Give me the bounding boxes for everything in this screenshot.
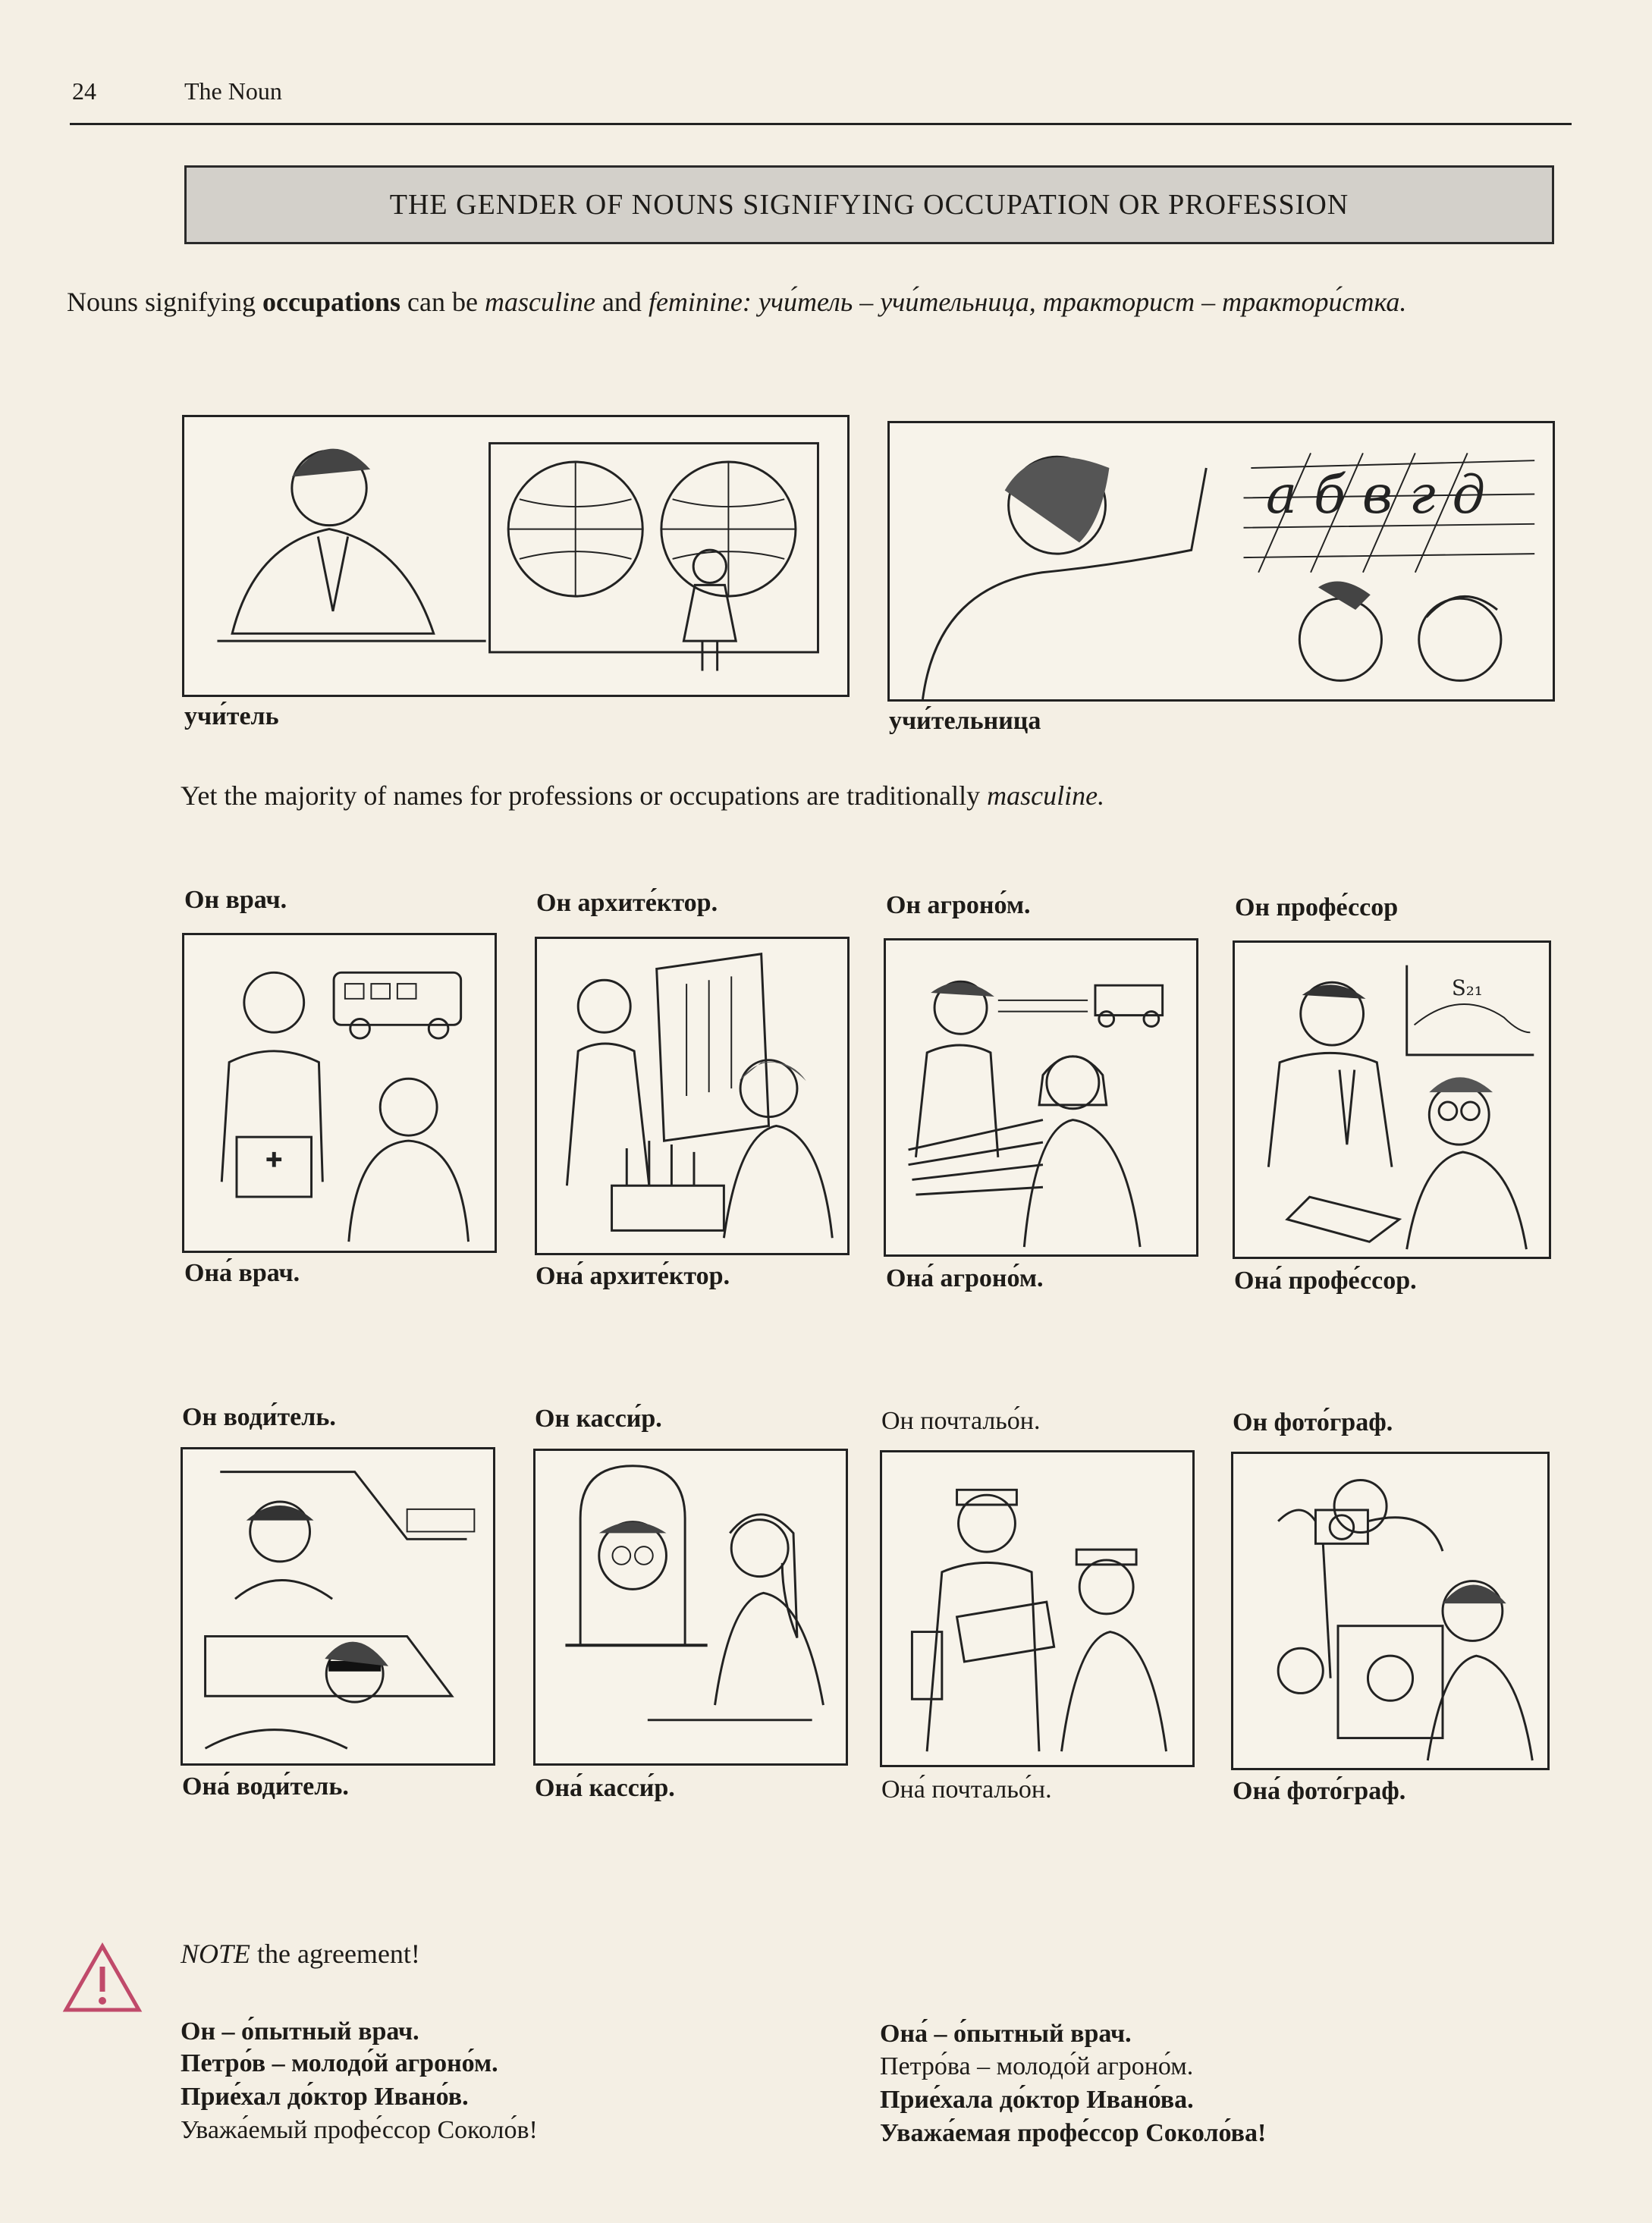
- male-teacher-drawing: [184, 417, 847, 695]
- caption-female-teacher: учи́тельница: [889, 707, 1041, 735]
- label-she-agronomist: Она́ агроно́м.: [886, 1264, 1044, 1292]
- note-right-line: Прие́хала до́ктор Ивано́ва.: [880, 2086, 1194, 2114]
- note-right-line: Петро́ва – молодо́й агроно́м.: [880, 2052, 1194, 2080]
- label-he-architect: Он архите́ктор.: [536, 889, 718, 917]
- note-right-line: Уважа́емая профе́ссор Соколо́ва!: [880, 2119, 1267, 2147]
- warning-triangle-icon: [61, 1940, 144, 2016]
- intro-part: Nouns signifying: [67, 287, 263, 317]
- female-teacher-drawing: [890, 423, 1553, 699]
- note-label: [181, 1938, 420, 1970]
- middle-italic: masculine.: [987, 780, 1105, 811]
- page-number: 24: [72, 77, 96, 105]
- note-left-line: Прие́хал до́ктор Ивано́в.: [181, 2083, 469, 2111]
- postman-drawing: [882, 1452, 1192, 1765]
- cashier-illustration: [533, 1449, 848, 1766]
- note-left-line: Петро́в – молодо́й агроно́м.: [181, 2049, 498, 2077]
- label-he-professor: Он профе́ссор: [1235, 893, 1399, 922]
- intro-italic: feminine: учи́тель – учи́тельница, тракторист – трактори́стка.: [648, 287, 1407, 317]
- male-teacher-illustration: [182, 415, 850, 697]
- female-teacher-illustration: [887, 421, 1555, 702]
- photographer-illustration: [1231, 1452, 1550, 1770]
- label-he-postman: Он почтальо́н.: [881, 1407, 1041, 1435]
- postman-illustration: [880, 1450, 1195, 1767]
- doctor-illustration: [182, 933, 497, 1253]
- agronomist-illustration: [884, 938, 1198, 1257]
- doctor-drawing: [184, 935, 495, 1251]
- note-left-line: Он – о́пытный врач.: [181, 2017, 419, 2046]
- label-she-professor: Она́ профе́ссор.: [1234, 1267, 1417, 1295]
- note-left-line: Уважа́емый профе́ссор Соколо́в!: [181, 2116, 538, 2144]
- professor-drawing: [1235, 943, 1549, 1257]
- label-she-doctor: Она́ врач.: [184, 1259, 300, 1287]
- intro-part: can be: [400, 287, 485, 317]
- note-italic: NOTE: [181, 1939, 251, 1969]
- svg-text:S₂₁: S₂₁: [1451, 975, 1483, 1000]
- professor-illustration: [1233, 940, 1551, 1259]
- label-he-cashier: Он касси́р.: [535, 1405, 662, 1433]
- agronomist-drawing: [886, 940, 1196, 1254]
- architect-drawing: [537, 939, 847, 1253]
- chapter-title: The Noun: [184, 77, 282, 105]
- middle-part: Yet the majority of names for professions or occupations are traditionally: [181, 780, 988, 811]
- photographer-drawing: [1233, 1454, 1547, 1768]
- label-he-driver: Он води́тель.: [182, 1403, 336, 1431]
- svg-text:а б в г д: а б в г д: [1266, 465, 1486, 526]
- driver-illustration: [181, 1447, 495, 1766]
- label-she-driver: Она́ води́тель.: [182, 1772, 349, 1801]
- label-she-cashier: Она́ касси́р.: [535, 1774, 675, 1802]
- warning-triangle-shape: [61, 1940, 144, 2016]
- label-she-architect: Она́ архите́ктор.: [535, 1262, 730, 1290]
- intro-bold: occupations: [262, 287, 401, 317]
- header-rule: [70, 123, 1572, 125]
- cashier-drawing: [535, 1451, 846, 1763]
- architect-illustration: [535, 937, 850, 1255]
- note-rest: the agreement!: [250, 1939, 420, 1969]
- driver-drawing: [183, 1449, 493, 1763]
- label-he-doctor: Он врач.: [184, 886, 287, 914]
- intro-italic: masculine: [484, 287, 595, 317]
- section-title: THE GENDER OF NOUNS SIGNIFYING OCCUPATION OR PROFESSION: [184, 165, 1554, 244]
- note-right-line: Она́ – о́пытный врач.: [880, 2020, 1132, 2048]
- label-he-photographer: Он фото́граф.: [1233, 1408, 1393, 1436]
- label-he-agronomist: Он агроно́м.: [886, 891, 1031, 919]
- middle-text: [181, 780, 1104, 812]
- intro-part: and: [595, 287, 649, 317]
- label-she-photographer: Она́ фото́граф.: [1233, 1777, 1406, 1805]
- caption-male-teacher: учи́тель: [184, 702, 279, 730]
- label-she-postman: Она́ почтальо́н.: [881, 1776, 1052, 1804]
- intro-text: [67, 286, 1406, 318]
